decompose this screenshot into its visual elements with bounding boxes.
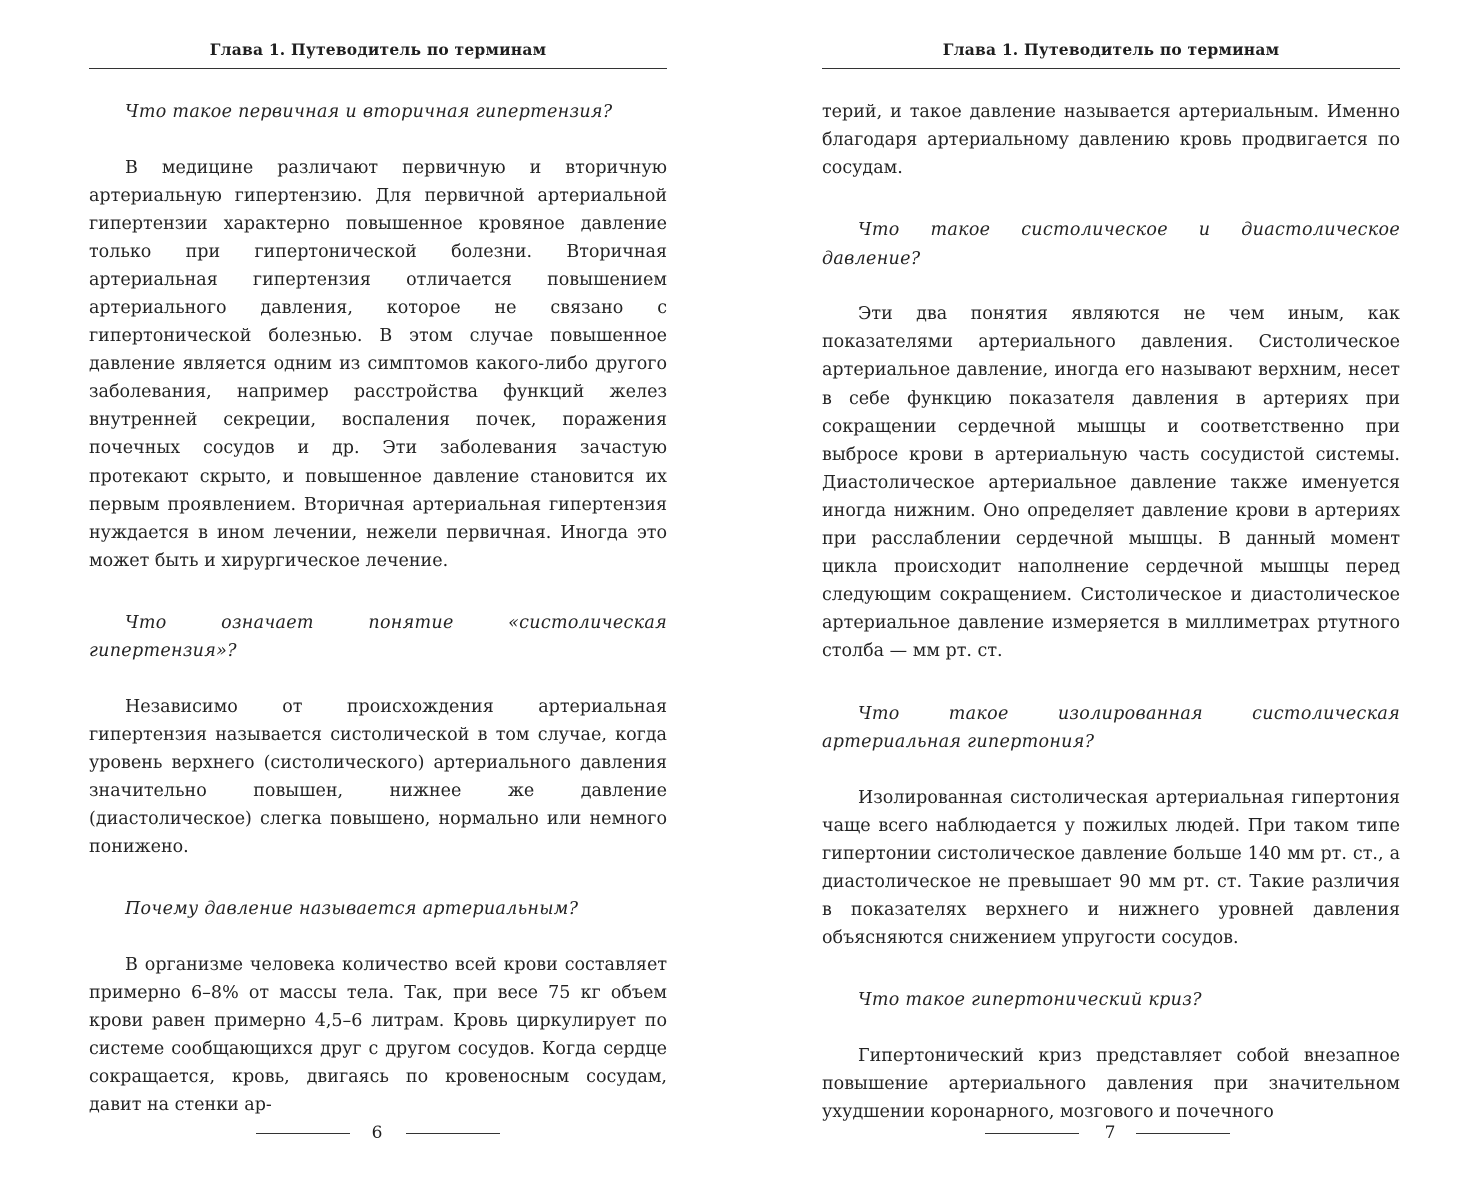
paragraph-continued: терий, и такое давление называется артериальным. Именно благодаря артериальному давлению кровь продвигается по сосудам. (822, 102, 1400, 179)
header-rule (89, 68, 667, 69)
paragraph: Эти два понятия являются не чем иным, как показателями артериального давления. Систолическое артериальное давление, иногда его называют верхним, несет в себе функцию показателя давления в артериях при сокращении сердечной мышцы и соответственно при выбросе крови в артериальную часть сосудистой системы. Диастолическое артериальное давление также именуется иногда нижним. Оно определяет давление крови в артериях при расслаблении сердечной мышцы. В данный момент цикла происходит наполнение сердечной мышцы перед следующим сокращением. Систолическое и диастолическое артериальное давление измеряется в миллиметрах ртутного столба — мм рт. ст. (822, 304, 1400, 662)
paragraph: Изолированная систолическая артериальная гипертония чаще всего наблюдается у пожилых людей. При таком типе гипертонии систолическое давление больше 140 мм рт. ст., а диастолическое не превышает 90 мм рт. ст. Такие различия в показателях верхнего и нижнего уровней давления объясняются снижением упругости сосудов. (822, 787, 1400, 948)
paragraph: Независимо от происхождения артериальная гипертензия называется систолической в том случае, когда уровень верхнего (систолического) артериального давления значительно повышен, нижнее же давление (диастолическое) слегка повышено, нормально или немного понижено. (89, 696, 667, 858)
paragraph: В организме человека количество всей крови составляет примерно 6–8% от массы тела. Так, при весе 75 кг объем крови равен примерно 4,5–6 литрам. Кровь циркулирует по системе сообщающихся друг с другом сосудов. Когда сердце сокращается, кровь, двигаясь по кровеносным сосудам, давит на стенки ар- (89, 954, 667, 1116)
question-heading: Что означает понятие «систолическая гипертензия»? (89, 612, 667, 662)
running-head: Глава 1. Путеводитель по терминам (209, 40, 547, 59)
page-number-footer (89, 1121, 667, 1145)
running-head: Глава 1. Путеводитель по терминам (942, 40, 1280, 59)
question-heading: Что такое изолированная систолическая артериальная гипертония? (822, 703, 1400, 752)
left-page-body (89, 98, 667, 1120)
footer-rule-right (406, 1133, 500, 1134)
header-rule (822, 68, 1400, 69)
right-page-body (822, 98, 1400, 1126)
question-heading: Почему давление называется артериальным? (125, 899, 579, 920)
left-page (89, 0, 667, 1180)
footer-rule-left (256, 1133, 350, 1134)
right-page (822, 0, 1400, 1180)
footer-rule-left (985, 1133, 1079, 1134)
page-number: 6 (371, 1123, 383, 1143)
question-heading: Что такое систолическое и диастолическое давление? (822, 220, 1400, 269)
page-number: 7 (1104, 1123, 1116, 1143)
page-number-footer (822, 1121, 1400, 1145)
footer-rule-right (1136, 1133, 1230, 1134)
paragraph: Гипертонический криз представляет собой внезапное повышение артериального давления при значительном ухудшении коронарного, мозгового и почечного (822, 1045, 1400, 1122)
question-heading: Что такое первичная и вторичная гипертензия? (125, 102, 613, 122)
question-heading: Что такое гипертонический криз? (858, 990, 1202, 1011)
paragraph: В медицине различают первичную и вторичную артериальную гипертензию. Для первичной артериальной гипертензии характерно повышенное кровяное давление только при гипертонической болезни. Вторичная артериальная гипертензия отличается повышением артериального давления, которое не связано с гипертонической болезнью. В этом случае повышенное давление является одним из симптомов какого-либо другого заболевания, например расстройства функций желез внутренней секреции, воспаления почек, поражения почечных сосудов и др. Эти заболевания зачастую протекают скрыто, и повышенное давление становится их первым проявлением. Вторичная артериальная гипертензия нуждается в ином лечении, нежели первичная. Иногда это может быть и хирургическое лечение. (89, 157, 667, 571)
